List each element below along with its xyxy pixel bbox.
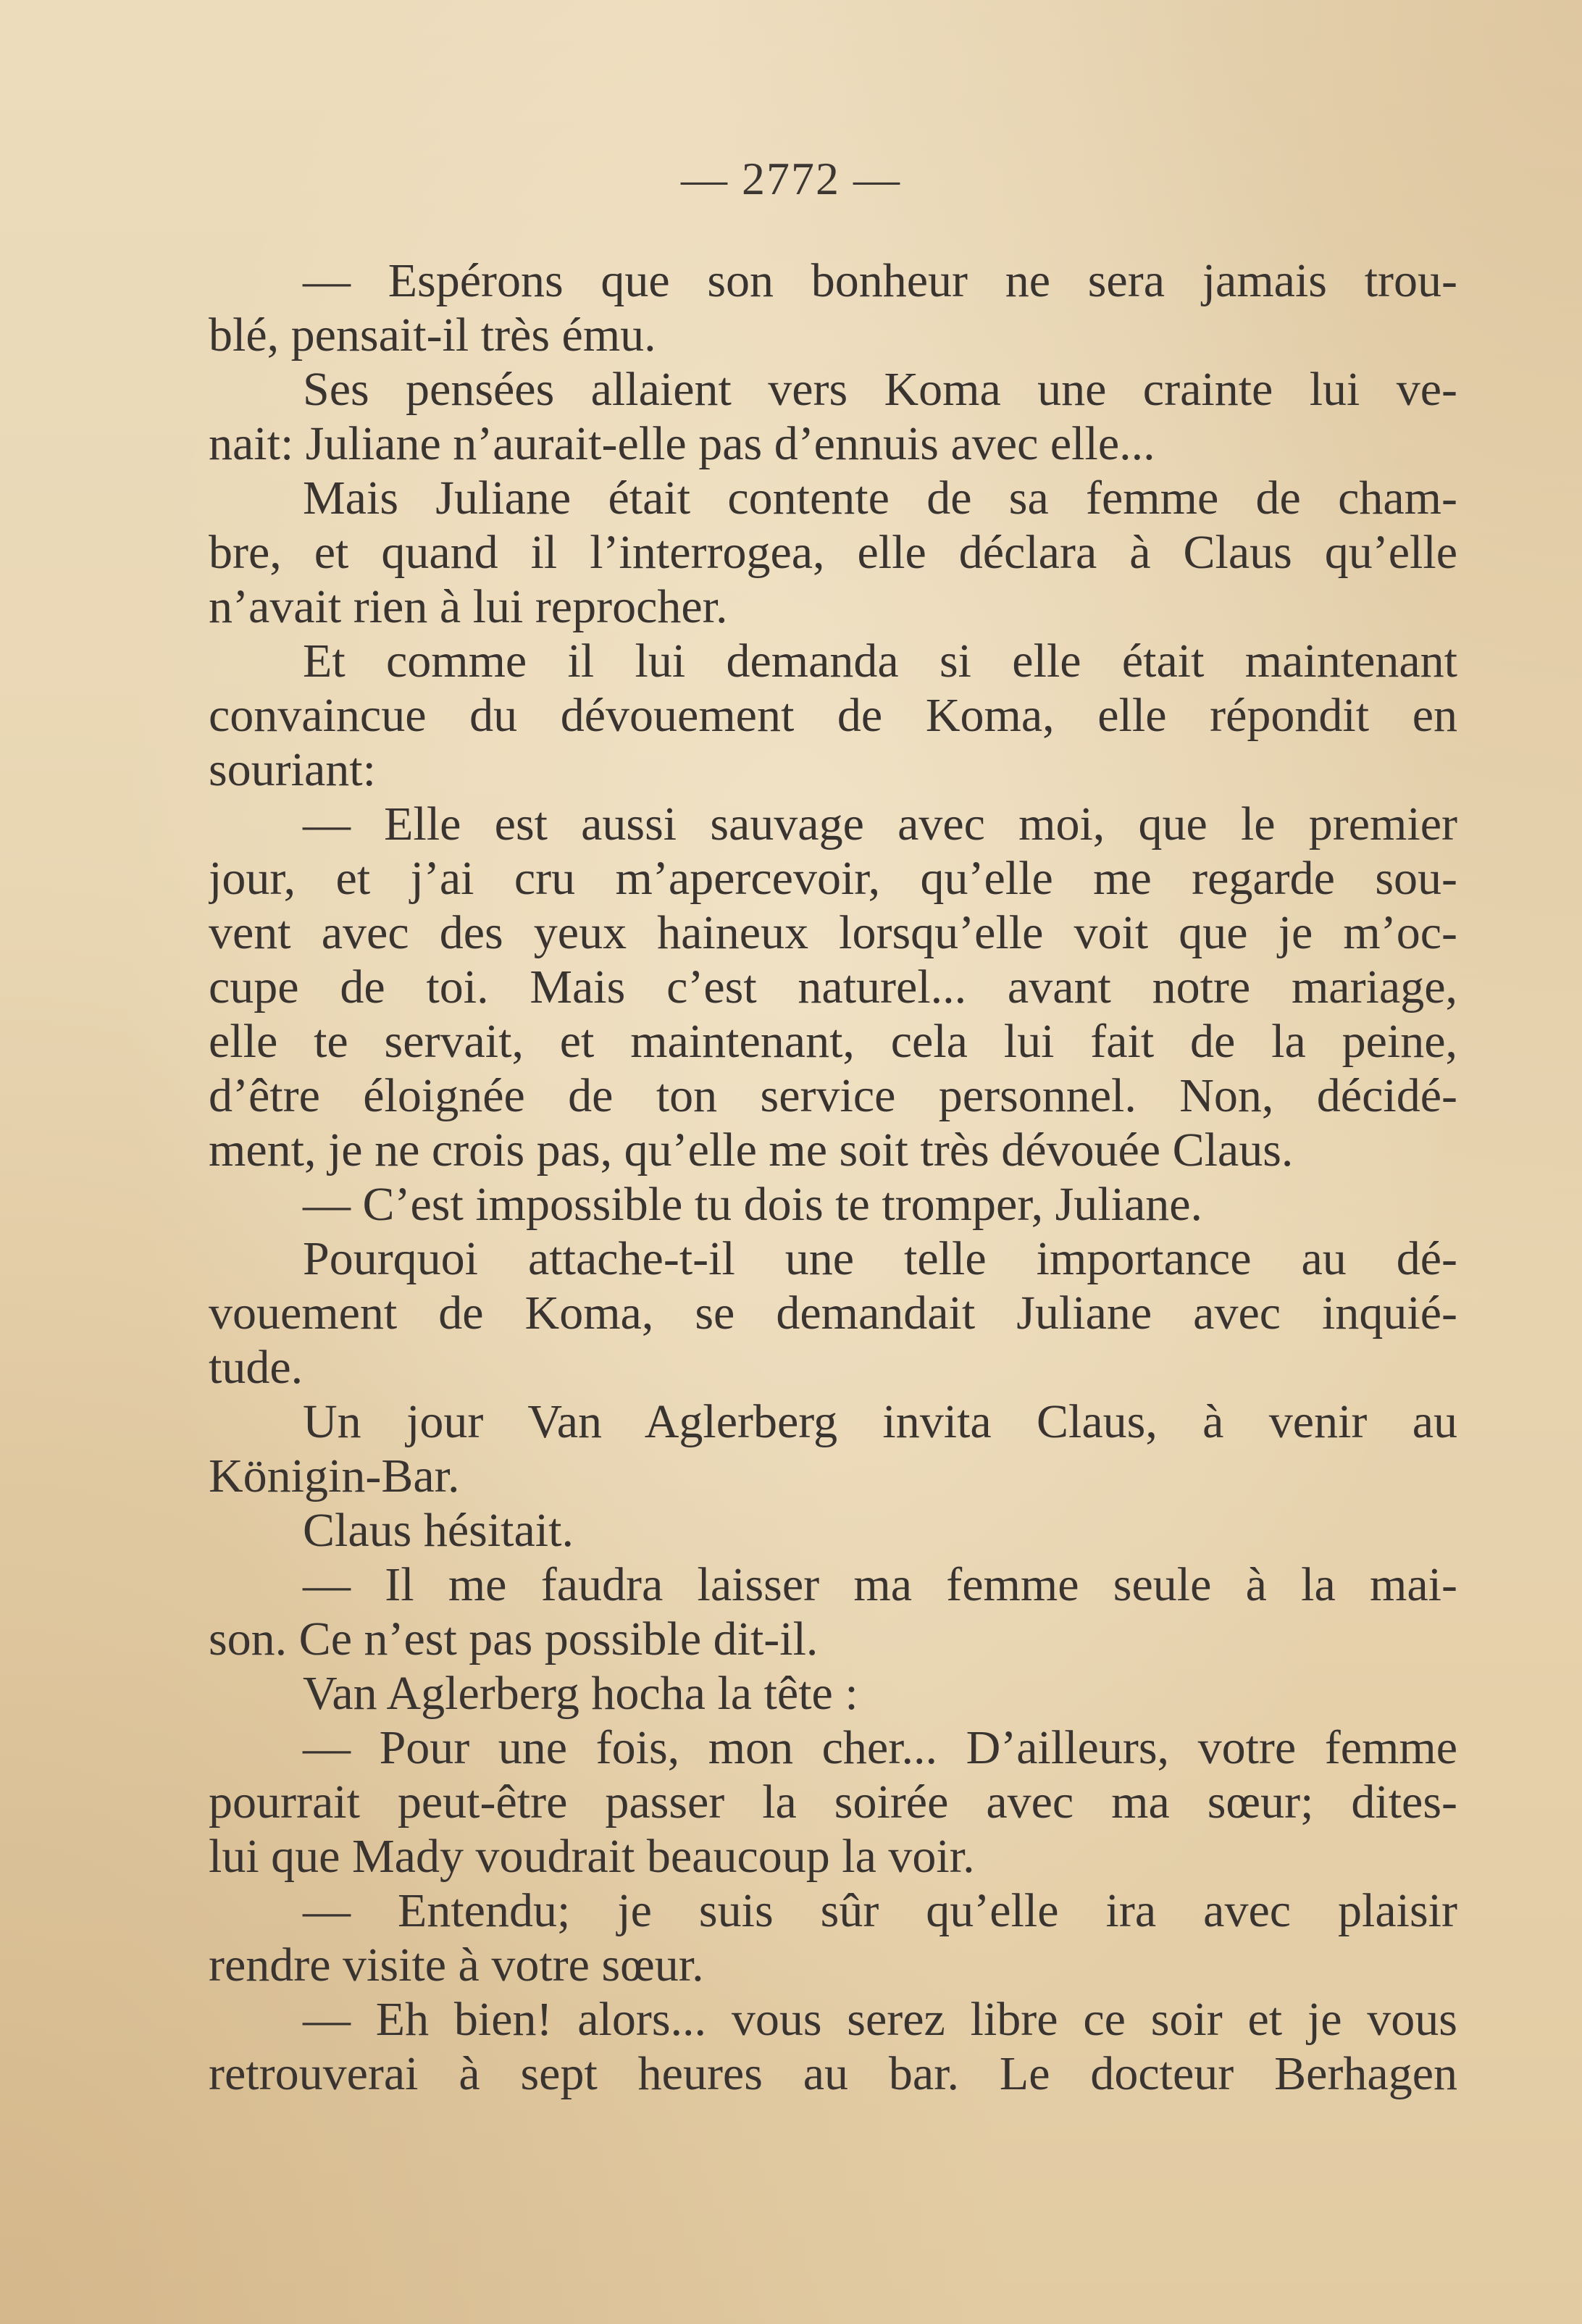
text-line: pourrait peut-être passer la soirée avec ma sœur; dites- — [209, 1776, 1457, 1828]
text-line: son. Ce n’est pas possible dit-il. — [209, 1613, 819, 1665]
text-line: Ses pensées allaient vers Koma une crainte lui ve- — [303, 363, 1457, 416]
page-number: — 2772 — — [681, 153, 901, 204]
text-line: ment, je ne crois pas, qu’elle me soit très dévouée Claus. — [209, 1124, 1294, 1176]
text-line: cupe de toi. Mais c’est naturel... avant notre mariage, — [209, 961, 1457, 1013]
text-line: souriant: — [209, 743, 376, 796]
text-line: — Il me faudra laisser ma femme seule à la mai- — [303, 1558, 1457, 1611]
text-line: bre, et quand il l’interrogea, elle déclara à Claus qu’elle — [209, 526, 1457, 579]
text-line: convaincue du dévouement de Koma, elle répondit en — [209, 689, 1457, 742]
text-line: nait: Juliane n’aurait-elle pas d’ennuis avec elle... — [209, 417, 1155, 470]
text-line: — Pour une fois, mon cher... D’ailleurs, votre femme — [303, 1721, 1457, 1774]
text-line: Van Aglerberg hocha la tête : — [303, 1667, 858, 1720]
text-line: Un jour Van Aglerberg invita Claus, à venir au — [303, 1395, 1457, 1448]
body-text — [209, 254, 1457, 2101]
text-line: blé, pensait-il très ému. — [209, 309, 656, 361]
text-line: vouement de Koma, se demandait Juliane avec inquié- — [209, 1287, 1457, 1339]
text-line: — Entendu; je suis sûr qu’elle ira avec plaisir — [303, 1884, 1457, 1937]
text-line: Claus hésitait. — [303, 1504, 574, 1557]
text-line: rendre visite à votre sœur. — [209, 1939, 704, 1991]
text-line: retrouverai à sept heures au bar. Le docteur Berhagen — [209, 2047, 1457, 2100]
text-line: — Elle est aussi sauvage avec moi, que le premier — [303, 798, 1457, 850]
text-line: Pourquoi attache-t-il une telle importance au dé- — [303, 1232, 1457, 1285]
text-line: Königin-Bar. — [209, 1450, 460, 1502]
text-line: vent avec des yeux haineux lorsqu’elle voit que je m’oc- — [209, 906, 1457, 959]
text-line: Et comme il lui demanda si elle était maintenant — [303, 635, 1457, 687]
text-line: n’avait rien à lui reprocher. — [209, 580, 728, 633]
text-line: — Espérons que son bonheur ne sera jamais trou- — [303, 254, 1457, 307]
text-line: d’être éloignée de ton service personnel. Non, décidé- — [209, 1069, 1457, 1122]
text-line: tude. — [209, 1341, 304, 1394]
text-line: — Eh bien! alors... vous serez libre ce soir et je vous — [303, 1993, 1457, 2046]
text-line: — C’est impossible tu dois te tromper, Juliane. — [303, 1178, 1203, 1231]
text-line: lui que Mady voudrait beaucoup la voir. — [209, 1830, 975, 1883]
text-line: Mais Juliane était contente de sa femme de cham- — [303, 472, 1457, 524]
text-line: jour, et j’ai cru m’apercevoir, qu’elle me regarde sou- — [209, 852, 1457, 905]
text-line: elle te servait, et maintenant, cela lui fait de la peine, — [209, 1015, 1457, 1068]
